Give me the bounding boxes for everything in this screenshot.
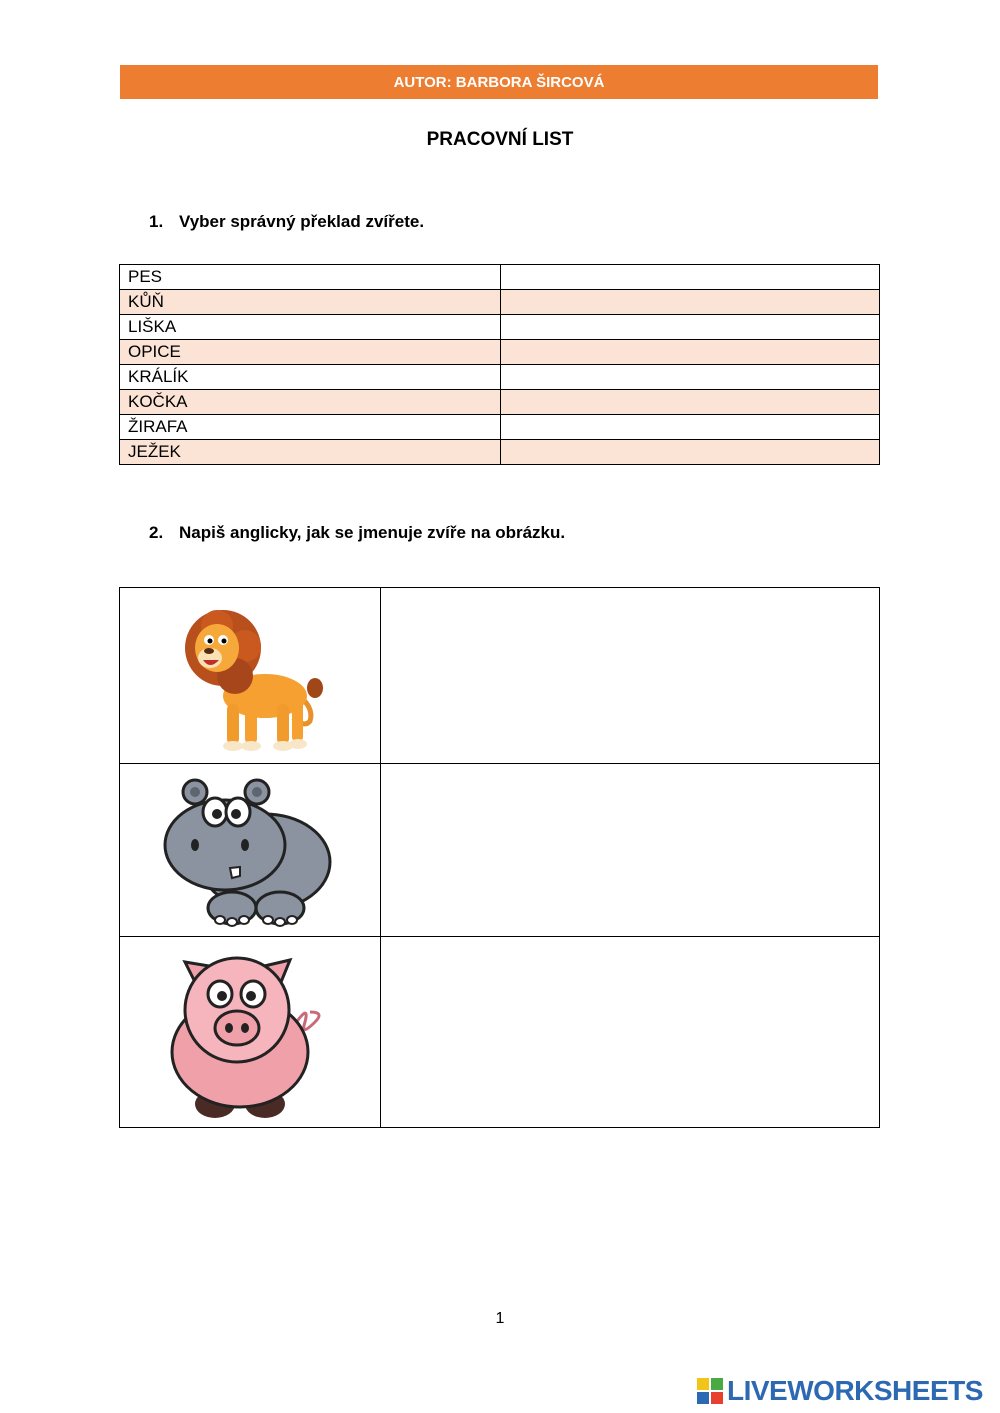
table-row	[120, 290, 880, 315]
animal-cell: KŮŇ	[120, 290, 501, 315]
brand-name: LIVEWORKSHEETS	[727, 1375, 983, 1406]
table-row	[120, 340, 880, 365]
task-1-heading	[149, 212, 424, 232]
liveworksheets-logo-icon	[697, 1378, 723, 1404]
picture-table	[119, 587, 880, 1128]
answer-dropdown[interactable]	[501, 365, 880, 390]
picture-cell	[120, 764, 381, 937]
animal-cell: LIŠKA	[120, 315, 501, 340]
table-row	[120, 764, 880, 937]
answer-dropdown[interactable]	[501, 440, 880, 465]
animal-cell: KRÁLÍK	[120, 365, 501, 390]
answer-input[interactable]	[380, 937, 879, 1128]
page-title: PRACOVNÍ LIST	[426, 129, 574, 150]
liveworksheets-logo[interactable]	[697, 1375, 983, 1407]
table-row	[120, 265, 880, 290]
task-2-heading	[149, 523, 565, 543]
animal-cell: OPICE	[120, 340, 501, 365]
animal-cell: KOČKA	[120, 390, 501, 415]
animal-cell: JEŽEK	[120, 440, 501, 465]
table-row	[120, 365, 880, 390]
table-row	[120, 390, 880, 415]
table-row	[120, 315, 880, 340]
answer-input[interactable]	[380, 588, 879, 764]
answer-dropdown[interactable]	[501, 415, 880, 440]
animal-cell: PES	[120, 265, 501, 290]
table-row	[120, 440, 880, 465]
author-banner	[120, 65, 878, 99]
translation-table	[119, 264, 880, 465]
task-1-instruction: Vyber správný překlad zvířete.	[179, 212, 425, 231]
table-row	[120, 588, 880, 764]
table-row	[120, 937, 880, 1128]
answer-dropdown[interactable]	[501, 315, 880, 340]
answer-dropdown[interactable]	[501, 290, 880, 315]
lion-icon	[165, 596, 335, 756]
hippo-icon	[160, 770, 340, 930]
answer-dropdown[interactable]	[501, 390, 880, 415]
task-2-instruction: Napiš anglicky, jak se jmenuje zvíře na obrázku.	[179, 523, 566, 542]
answer-input[interactable]	[380, 764, 879, 937]
answer-dropdown[interactable]	[501, 265, 880, 290]
pig-icon	[165, 942, 335, 1122]
animal-cell: ŽIRAFA	[120, 415, 501, 440]
table-row	[120, 415, 880, 440]
task-1-number: 1.	[149, 212, 164, 231]
author-label: AUTOR: BARBORA ŠIRCOVÁ	[393, 73, 605, 91]
page-number: 1	[495, 1310, 505, 1327]
picture-cell	[120, 588, 381, 764]
task-2-number: 2.	[149, 523, 164, 542]
answer-dropdown[interactable]	[501, 340, 880, 365]
picture-cell	[120, 937, 381, 1128]
